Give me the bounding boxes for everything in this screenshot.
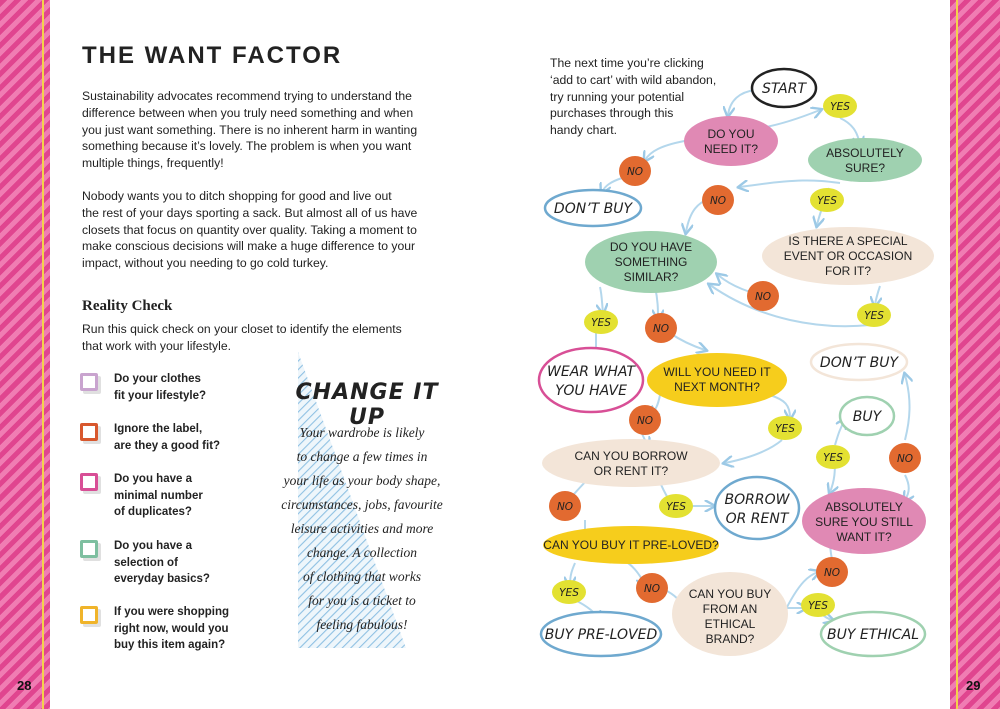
special-event-node	[762, 227, 934, 285]
buy-pre-loved-node	[541, 612, 661, 656]
checkbox-icon[interactable]	[80, 373, 98, 391]
body-line: leisure activities and more	[290, 521, 434, 536]
node-label: DON’T BUY	[553, 201, 633, 217]
yes-marker	[584, 310, 618, 334]
no-marker	[747, 281, 779, 311]
paragraph-line: something because it’s lovely. The problem is when you want	[82, 139, 412, 154]
page-number-right: 29	[966, 678, 981, 693]
node-line: IS THERE A SPECIAL	[788, 234, 908, 248]
checklist-label	[114, 471, 203, 521]
yes-marker	[810, 188, 844, 212]
no-marker	[702, 185, 734, 215]
paragraph-line: that work with your lifestyle.	[82, 338, 232, 353]
still-want-it-node	[802, 488, 926, 554]
node-line: CAN YOU BORROW	[574, 449, 688, 463]
absolutely-sure-node	[808, 138, 922, 182]
borrow-or-rent-question-node	[542, 439, 720, 487]
no-marker	[619, 156, 651, 186]
marker-label: NO	[636, 415, 654, 427]
checklist-label	[114, 371, 206, 404]
intro-line: try running your potential	[550, 89, 685, 104]
node-line: FROM AN	[702, 602, 758, 616]
checkbox-icon[interactable]	[80, 540, 98, 558]
checklist-item[interactable]	[80, 371, 230, 404]
label-line: Do you have a	[114, 473, 192, 485]
node-label: DON’T BUY	[819, 355, 899, 371]
buy-ethical-node	[821, 612, 925, 656]
label-line: of duplicates?	[114, 506, 192, 518]
yes-marker	[816, 445, 850, 469]
marker-label: YES	[817, 195, 837, 207]
node-line: WANT IT?	[836, 530, 892, 544]
no-marker	[629, 405, 661, 435]
checkbox-icon[interactable]	[80, 606, 98, 624]
intro-paragraph	[82, 88, 462, 172]
page-title: THE WANT FACTOR	[82, 42, 343, 69]
right-decorative-border	[950, 0, 1000, 709]
checklist-label	[114, 538, 210, 588]
no-marker	[636, 573, 668, 603]
node-line: NEXT MONTH?	[674, 380, 760, 394]
paragraph-line: Run this quick check on your closet to identify the elements	[82, 322, 402, 336]
marker-label: YES	[591, 317, 611, 329]
marker-label: YES	[808, 600, 828, 612]
paragraph-line: the rest of your days sporting a sack. But almost all of us have	[82, 205, 418, 220]
yes-marker	[768, 416, 802, 440]
marker-label: NO	[754, 291, 772, 303]
checklist-item[interactable]	[80, 421, 230, 454]
borrow-or-rent-node	[715, 477, 799, 539]
paragraph-line: you just want something. There is no inherent harm in wanting	[82, 122, 418, 137]
node-line: BRAND?	[705, 632, 755, 646]
node-line: ABSOLUTELY	[825, 500, 903, 514]
no-marker	[645, 313, 677, 343]
marker-label: YES	[559, 587, 579, 599]
do-you-need-it-node	[684, 116, 778, 166]
node-line: OR RENT	[725, 511, 789, 527]
body-line: to change a few times in	[296, 449, 428, 464]
next-month-node	[647, 353, 787, 407]
node-line: DO YOU HAVE	[609, 240, 693, 254]
wear-what-you-have-node	[539, 348, 643, 412]
marker-label: NO	[626, 166, 644, 178]
paragraph-line: Sustainability advocates recommend trying to understand the	[82, 89, 412, 103]
dont-buy-node	[545, 190, 641, 226]
node-line: EVENT OR OCCASION	[783, 249, 913, 263]
reality-check-intro	[82, 321, 462, 355]
paragraph-line: closets that focus on quantity over quality. Taking a moment to	[82, 222, 417, 237]
body-line: your life as your body shape,	[283, 473, 441, 488]
body-line: circumstances, jobs, favourite	[281, 497, 443, 512]
pre-loved-question-node	[543, 526, 719, 564]
label-line: minimal number	[114, 489, 203, 502]
change-it-up-title: CHANGE IT UP	[295, 380, 439, 430]
change-it-up-body	[262, 421, 462, 637]
yes-marker	[552, 580, 586, 604]
intro-line: handy chart.	[550, 123, 618, 138]
node-line: OR RENT IT?	[593, 464, 669, 478]
intro-line: purchases through this	[550, 106, 674, 121]
node-line: BORROW	[724, 492, 790, 508]
checklist-label	[114, 604, 229, 654]
intro-line: ‘add to cart’ with wild abandon,	[550, 72, 717, 87]
label-line: are they a good fit?	[114, 439, 221, 452]
yes-marker	[801, 593, 835, 617]
label-line: Ignore the label,	[114, 423, 203, 435]
no-marker	[816, 557, 848, 587]
node-line: CAN YOU BUY	[688, 587, 772, 601]
node-label: BUY PRE-LOVED	[544, 627, 658, 643]
marker-label: NO	[643, 583, 661, 595]
reality-check-heading: Reality Check	[82, 298, 173, 314]
marker-label: NO	[556, 501, 574, 513]
start-label: START	[761, 81, 807, 97]
marker-label: YES	[864, 310, 884, 322]
left-decorative-border	[0, 0, 50, 709]
checklist-item[interactable]	[80, 471, 230, 521]
body-line: feeling fabulous!	[316, 617, 408, 632]
ethical-brand-question-node	[672, 572, 788, 656]
marker-label: NO	[896, 453, 914, 465]
start-node	[752, 69, 816, 107]
page-number-left: 28	[17, 678, 32, 693]
label-line: right now, would you	[114, 622, 229, 635]
node-label: CAN YOU BUY IT PRE-LOVED?	[543, 538, 719, 552]
label-line: fit your lifestyle?	[114, 389, 207, 402]
node-line: YOU HAVE	[555, 383, 627, 399]
checklist-item[interactable]	[80, 604, 230, 654]
checkbox-icon[interactable]	[80, 423, 98, 441]
node-line: DO YOU	[707, 127, 755, 141]
paragraph-line: Nobody wants you to ditch shopping for good and live out	[82, 189, 392, 203]
node-line: NEED IT?	[703, 142, 759, 156]
yes-marker	[857, 303, 891, 327]
body-line: for you is a ticket to	[308, 593, 416, 608]
checklist-label	[114, 421, 220, 454]
node-line: WEAR WHAT	[547, 364, 635, 380]
second-paragraph	[82, 188, 462, 272]
left-page	[50, 0, 500, 709]
node-line: ETHICAL	[704, 617, 756, 631]
right-page	[500, 0, 950, 709]
something-similar-node	[585, 231, 717, 293]
node-label: BUY	[852, 409, 882, 425]
dont-buy-node	[811, 344, 907, 380]
paragraph-line: difference between when you truly need something and when	[82, 105, 414, 120]
body-line: change. A collection	[306, 545, 418, 560]
shopping-flowchart	[500, 0, 950, 709]
node-label: BUY ETHICAL	[826, 627, 920, 643]
marker-label: NO	[823, 567, 841, 579]
node-line: WILL YOU NEED IT	[663, 365, 771, 379]
body-line: of clothing that works	[302, 569, 422, 584]
marker-label: YES	[666, 501, 686, 513]
yes-marker	[823, 94, 857, 118]
node-line: ABSOLUTELY	[826, 146, 904, 160]
node-line: FOR IT?	[824, 264, 872, 278]
paragraph-line: make conscious decisions will make a huge difference to your	[82, 239, 416, 254]
paragraph-line: multiple things, frequently!	[82, 156, 224, 171]
marker-label: YES	[830, 101, 850, 113]
node-line: SOMETHING	[614, 255, 688, 269]
label-line: selection of	[114, 556, 178, 569]
checklist-item[interactable]	[80, 538, 230, 588]
no-marker	[889, 443, 921, 473]
label-line: If you were shopping	[114, 606, 230, 618]
label-line: buy this item again?	[114, 639, 226, 651]
yes-marker	[659, 494, 693, 518]
body-line: Your wardrobe is likely	[299, 425, 425, 440]
paragraph-line: impact, without you needing to go cold turkey.	[82, 256, 329, 271]
buy-node	[840, 397, 894, 435]
node-line: SURE YOU STILL	[815, 515, 913, 529]
marker-label: YES	[823, 452, 843, 464]
marker-label: NO	[652, 323, 670, 335]
marker-label: YES	[775, 423, 795, 435]
intro-line: The next time you’re clicking	[550, 56, 704, 70]
no-marker	[549, 491, 581, 521]
node-line: SURE?	[844, 161, 886, 175]
node-line: SIMILAR?	[623, 270, 679, 284]
label-line: Do you have a	[114, 540, 192, 552]
checkbox-icon[interactable]	[80, 473, 98, 491]
label-line: everyday basics?	[114, 573, 210, 585]
marker-label: NO	[709, 195, 727, 207]
label-line: Do your clothes	[114, 373, 201, 385]
